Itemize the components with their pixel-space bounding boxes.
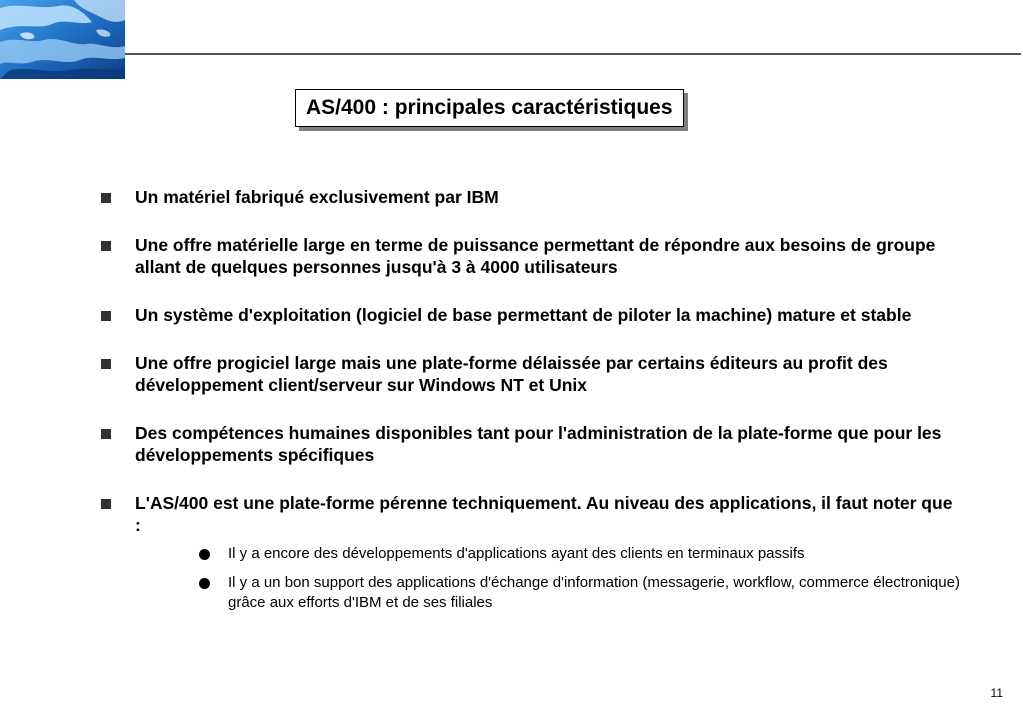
bullet-item: [100, 234, 960, 278]
square-bullet-icon: [101, 241, 111, 251]
sub-bullet-item: [193, 573, 960, 613]
round-bullet-icon: [199, 549, 210, 560]
bullet-item: [100, 186, 960, 208]
round-bullet-icon: [199, 578, 210, 589]
bullet-text: Un matériel fabriqué exclusivement par IBM: [135, 187, 499, 207]
bullet-text: Une offre progiciel large mais une plate-forme délaissée par certains éditeurs au profit des développement client/serveur sur Windows NT et Unix: [135, 353, 888, 395]
square-bullet-icon: [101, 359, 111, 369]
bullet-text: Un système d'exploitation (logiciel de base permettant de piloter la machine) mature et stable: [135, 305, 912, 325]
bullet-text: Une offre matérielle large en terme de puissance permettant de répondre aux besoins de groupe allant de quelques personnes jusqu'à 3 à 4000 utilisateurs: [135, 235, 936, 277]
bullet-item: [100, 304, 960, 326]
title-box: [295, 89, 684, 127]
bullet-item: [100, 422, 960, 466]
sub-bullet-item: [193, 544, 960, 564]
bullet-item: [100, 492, 960, 613]
square-bullet-icon: [101, 311, 111, 321]
bullet-item: [100, 352, 960, 396]
square-bullet-icon: [101, 429, 111, 439]
sub-bullet-list: [193, 544, 960, 613]
square-bullet-icon: [101, 499, 111, 509]
globe-image: [0, 0, 125, 79]
bullet-text: L'AS/400 est une plate-forme pérenne techniquement. Au niveau des applications, il faut noter que :: [135, 493, 953, 535]
page-number: 11: [990, 686, 1003, 700]
bullet-list: [100, 186, 960, 622]
header-rule: [125, 53, 1021, 55]
slide-title: AS/400 : principales caractéristiques: [306, 96, 673, 119]
sub-bullet-text: Il y a un bon support des applications d'échange d'information (messagerie, workflow, commerce électronique) grâce aux efforts d'IBM et de ses filiales: [228, 574, 960, 611]
square-bullet-icon: [101, 193, 111, 203]
sub-bullet-text: Il y a encore des développements d'applications ayant des clients en terminaux passifs: [228, 545, 805, 562]
bullet-text: Des compétences humaines disponibles tant pour l'administration de la plate-forme que pour les développements spécifiques: [135, 423, 942, 465]
